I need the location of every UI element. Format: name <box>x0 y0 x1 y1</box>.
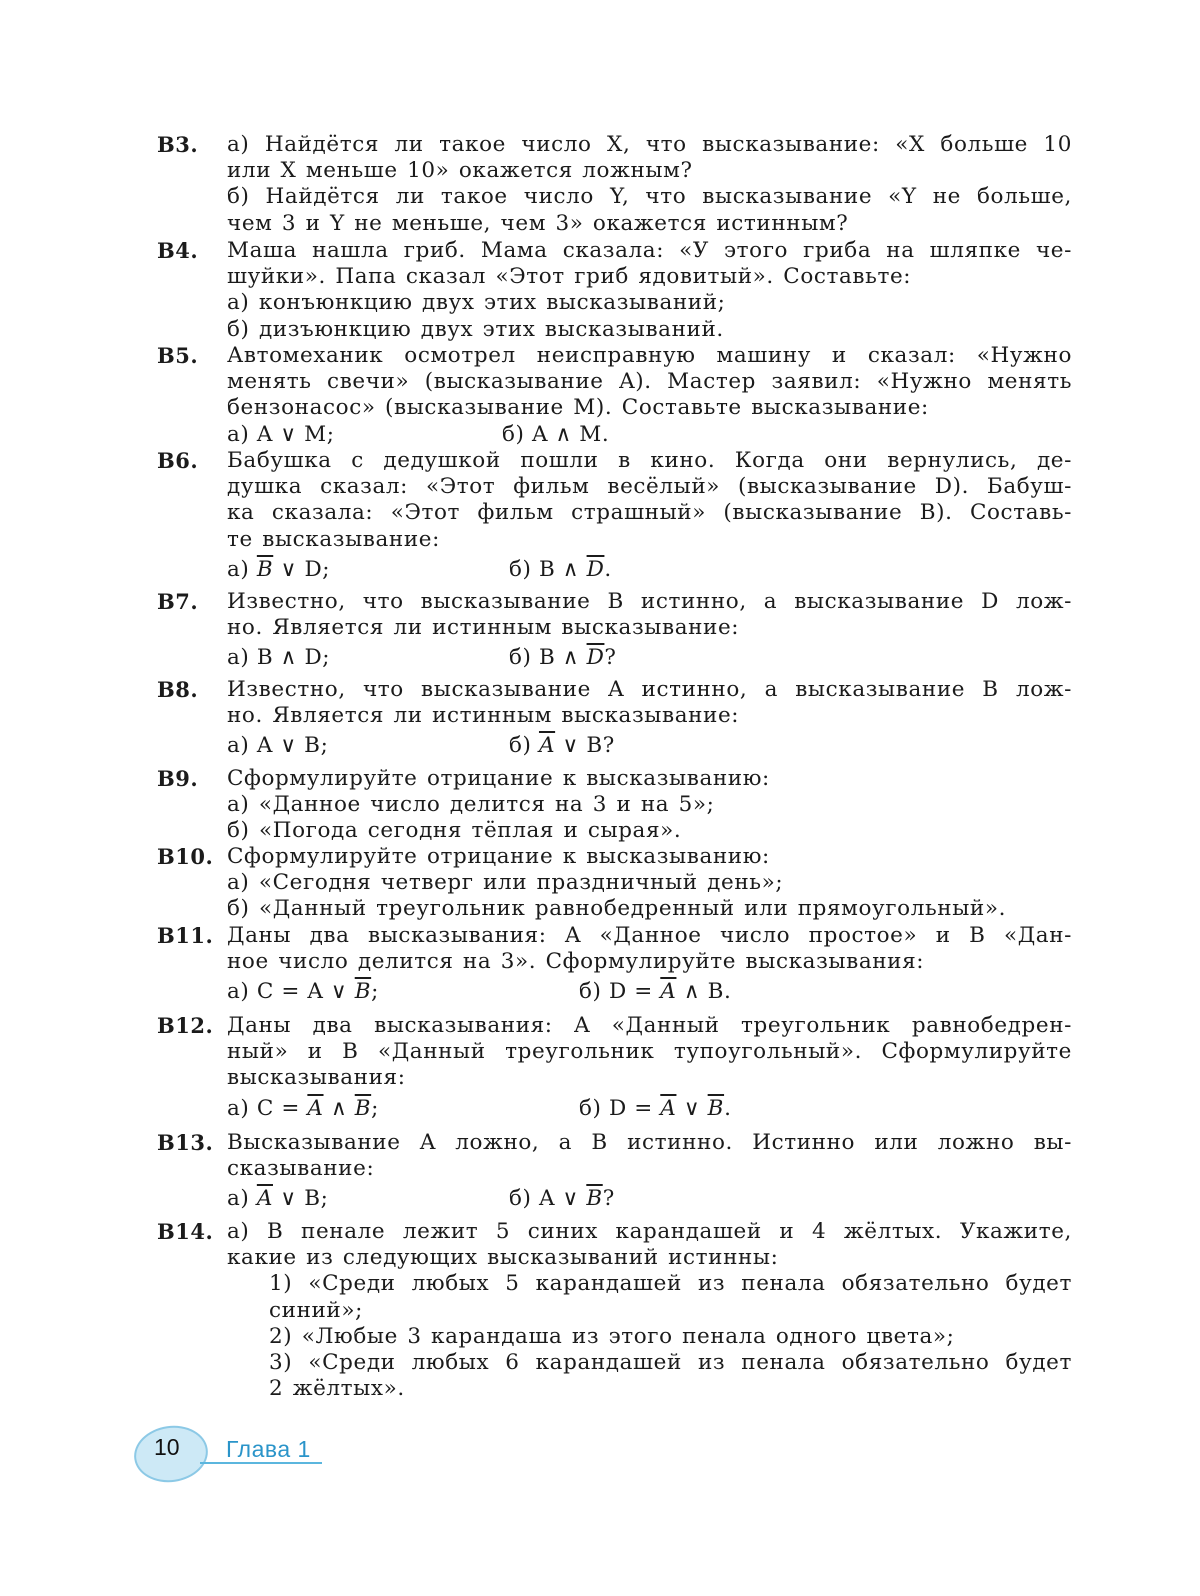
answer-options <box>227 729 1072 763</box>
text-line: б) Найдётся ли такое число Y, что высказывание «Y не больше, <box>227 184 1072 210</box>
text-line: б) «Погода сегодня тёплая и сырая». <box>227 818 682 844</box>
negated-variable: $\overline{B}$ <box>354 979 372 1005</box>
option-text: б) A ∨ <box>509 1186 587 1212</box>
text-line: душка сказал: «Этот фильм весёлый» (высказывание D). Бабуш- <box>227 474 1072 500</box>
negated-variable: $\overline{B}$ <box>354 1095 372 1121</box>
option-a <box>227 1182 328 1216</box>
exercise-number: В12. <box>157 1013 214 1038</box>
option-a: а) A ∨ B; <box>227 733 329 759</box>
text-line: 2) «Любые 3 карандаша из этого пенала одного цвета»; <box>269 1323 955 1349</box>
text-line: Бабушка с дедушкой пошли в кино. Когда они вернулись, де- <box>227 448 1072 473</box>
page-number: 10 <box>154 1434 180 1460</box>
text-line: Сформулируйте отрицание к высказыванию: <box>227 766 770 791</box>
option-b: б) A ∧ M. <box>502 421 610 447</box>
negated-variable: $\overline{B}$ <box>586 1186 603 1212</box>
exercise-number: В9. <box>157 766 199 791</box>
exercise-b14 <box>157 1219 1072 1402</box>
option-text: ∧ <box>323 1095 355 1121</box>
text-line: бензонасос» (высказывание M). Составьте высказывание: <box>227 395 929 421</box>
answer-options <box>227 553 1072 587</box>
answer-options <box>227 641 1072 675</box>
text-line: Автомеханик осмотрел неисправную машину и сказал: «Нужно <box>227 343 1072 368</box>
option-text: б) B ∧ <box>509 645 587 671</box>
negated-variable: $\overline{A}$ <box>307 1095 324 1121</box>
exercise-number: В7. <box>157 589 199 614</box>
text-line: б) дизъюнкцию двух этих высказываний. <box>227 316 724 342</box>
text-line: или X меньше 10» окажется ложным? <box>227 158 693 184</box>
exercise-number: В5. <box>157 343 199 368</box>
text-line: ное число делится на 3». Сформулируйте высказывания: <box>227 949 925 975</box>
text-line: сказывание: <box>227 1156 375 1182</box>
text-line: Даны два высказывания: A «Данное число простое» и B «Дан- <box>227 923 1072 948</box>
negated-variable: $\overline{A}$ <box>256 1186 273 1212</box>
option-b <box>509 1182 615 1216</box>
option-a: а) A ∨ M; <box>227 421 335 447</box>
footer-rule <box>200 1462 322 1464</box>
exercise-number: В10. <box>157 844 214 869</box>
option-text: б) D = <box>579 979 661 1005</box>
exercise-number: В3. <box>157 132 199 157</box>
text-line: синий»; <box>269 1297 363 1323</box>
negated-variable: $\overline{A}$ <box>660 979 677 1005</box>
option-a <box>227 553 330 587</box>
text-line: менять свечи» (высказывание A). Мастер заявил: «Нужно менять <box>227 369 1072 395</box>
text-line: чем 3 и Y не меньше, чем 3» окажется истинным? <box>227 210 849 236</box>
option-a: а) B ∧ D; <box>227 645 331 671</box>
text-line: 2 жёлтых». <box>269 1376 405 1402</box>
exercise-number: В8. <box>157 677 199 702</box>
text-line: Маша нашла гриб. Мама сказала: «У этого гриба на шляпке че- <box>227 238 1072 263</box>
exercise-b9 <box>157 766 1072 845</box>
exercise-b3 <box>157 132 1072 237</box>
option-text: ; <box>371 1095 379 1121</box>
text-line: а) «Сегодня четверг или праздничный день»; <box>227 870 784 896</box>
text-line: Сформулируйте отрицание к высказыванию: <box>227 844 770 869</box>
text-line: б) «Данный треугольник равнобедренный или прямоугольный». <box>227 896 1007 922</box>
text-line: а) Найдётся ли такое число X, что высказывание: «X больше 10 <box>227 132 1072 157</box>
option-b <box>509 641 617 675</box>
exercise-b6 <box>157 448 1072 587</box>
option-b <box>579 975 731 1009</box>
text-line: высказывания: <box>227 1065 406 1091</box>
page-footer <box>130 1418 330 1498</box>
text-line: те высказывание: <box>227 526 440 552</box>
text-line: Известно, что высказывание B истинно, а высказывание D лож- <box>227 589 1072 614</box>
exercise-b4 <box>157 238 1072 343</box>
exercise-number: В4. <box>157 238 199 263</box>
option-a <box>227 975 379 1009</box>
text-line: Даны два высказывания: A «Данный треугольник равнобедрен- <box>227 1013 1072 1038</box>
text-line: шуйки». Папа сказал «Этот гриб ядовитый». Составьте: <box>227 264 912 290</box>
option-text: . <box>724 1095 732 1121</box>
option-a <box>227 1092 379 1126</box>
exercise-b7 <box>157 589 1072 675</box>
text-line: а) «Данное число делится на 3 и на 5»; <box>227 792 715 818</box>
answer-options <box>227 1182 1072 1216</box>
negated-variable: $\overline{B}$ <box>256 556 274 582</box>
option-text: ∧ B. <box>676 979 732 1005</box>
exercise-b12 <box>157 1013 1072 1126</box>
exercise-b10 <box>157 844 1072 923</box>
text-line: 3) «Среди любых 6 карандашей из пенала обязательно будет <box>269 1349 1072 1375</box>
option-text: а) C = A ∨ <box>227 979 355 1005</box>
option-text: . <box>604 556 612 582</box>
text-line: ка сказала: «Этот фильм страшный» (высказывание B). Составь- <box>227 500 1072 526</box>
exercise-b13 <box>157 1130 1072 1216</box>
option-text: а) <box>227 1186 257 1212</box>
text-line: ный» и B «Данный треугольник тупоугольный». Сформулируйте <box>227 1039 1072 1065</box>
negated-variable: $\overline{A}$ <box>538 733 556 759</box>
option-b <box>509 553 612 587</box>
exercise-b11 <box>157 923 1072 1009</box>
option-text: ; <box>371 979 379 1005</box>
text-line: а) конъюнкцию двух этих высказываний; <box>227 290 726 316</box>
option-text: б) <box>509 733 539 759</box>
option-text: б) B ∧ <box>509 556 587 582</box>
exercise-number: В11. <box>157 923 214 948</box>
option-b <box>579 1092 732 1126</box>
option-text: а) <box>227 556 257 582</box>
exercise-b8 <box>157 677 1072 763</box>
text-line: но. Является ли истинным высказывание: <box>227 615 740 641</box>
negated-variable: $\overline{A}$ <box>660 1095 677 1121</box>
negated-variable: $\overline{D}$ <box>586 556 605 582</box>
answer-options <box>227 1092 1072 1126</box>
answer-options <box>227 975 1072 1009</box>
option-text: ? <box>602 1186 615 1212</box>
negated-variable: $\overline{D}$ <box>586 645 605 671</box>
option-text: ∨ B? <box>555 733 615 759</box>
text-line: Известно, что высказывание A истинно, а высказывание B лож- <box>227 677 1072 702</box>
text-line: какие из следующих высказываний истинны: <box>227 1245 779 1271</box>
option-text: а) C = <box>227 1095 308 1121</box>
negated-variable: $\overline{B}$ <box>707 1095 725 1121</box>
text-line: но. Является ли истинным высказывание: <box>227 703 740 729</box>
option-b <box>509 729 615 763</box>
chapter-label: Глава 1 <box>226 1436 311 1462</box>
option-text: ∨ <box>676 1095 708 1121</box>
exercise-b5 <box>157 343 1072 448</box>
exercise-number: В13. <box>157 1130 214 1155</box>
option-text: ? <box>604 645 617 671</box>
exercise-number: В6. <box>157 448 199 473</box>
text-line: 1) «Среди любых 5 карандашей из пенала обязательно будет <box>269 1271 1072 1297</box>
text-line: Высказывание A ложно, а B истинно. Истинно или ложно вы- <box>227 1130 1072 1155</box>
option-text: ∨ B; <box>272 1186 329 1212</box>
exercise-number: В14. <box>157 1219 214 1244</box>
option-text: ∨ D; <box>273 556 331 582</box>
text-line: а) В пенале лежит 5 синих карандашей и 4 жёлтых. Укажите, <box>227 1219 1072 1244</box>
option-text: б) D = <box>579 1095 661 1121</box>
answer-options <box>227 422 1072 448</box>
